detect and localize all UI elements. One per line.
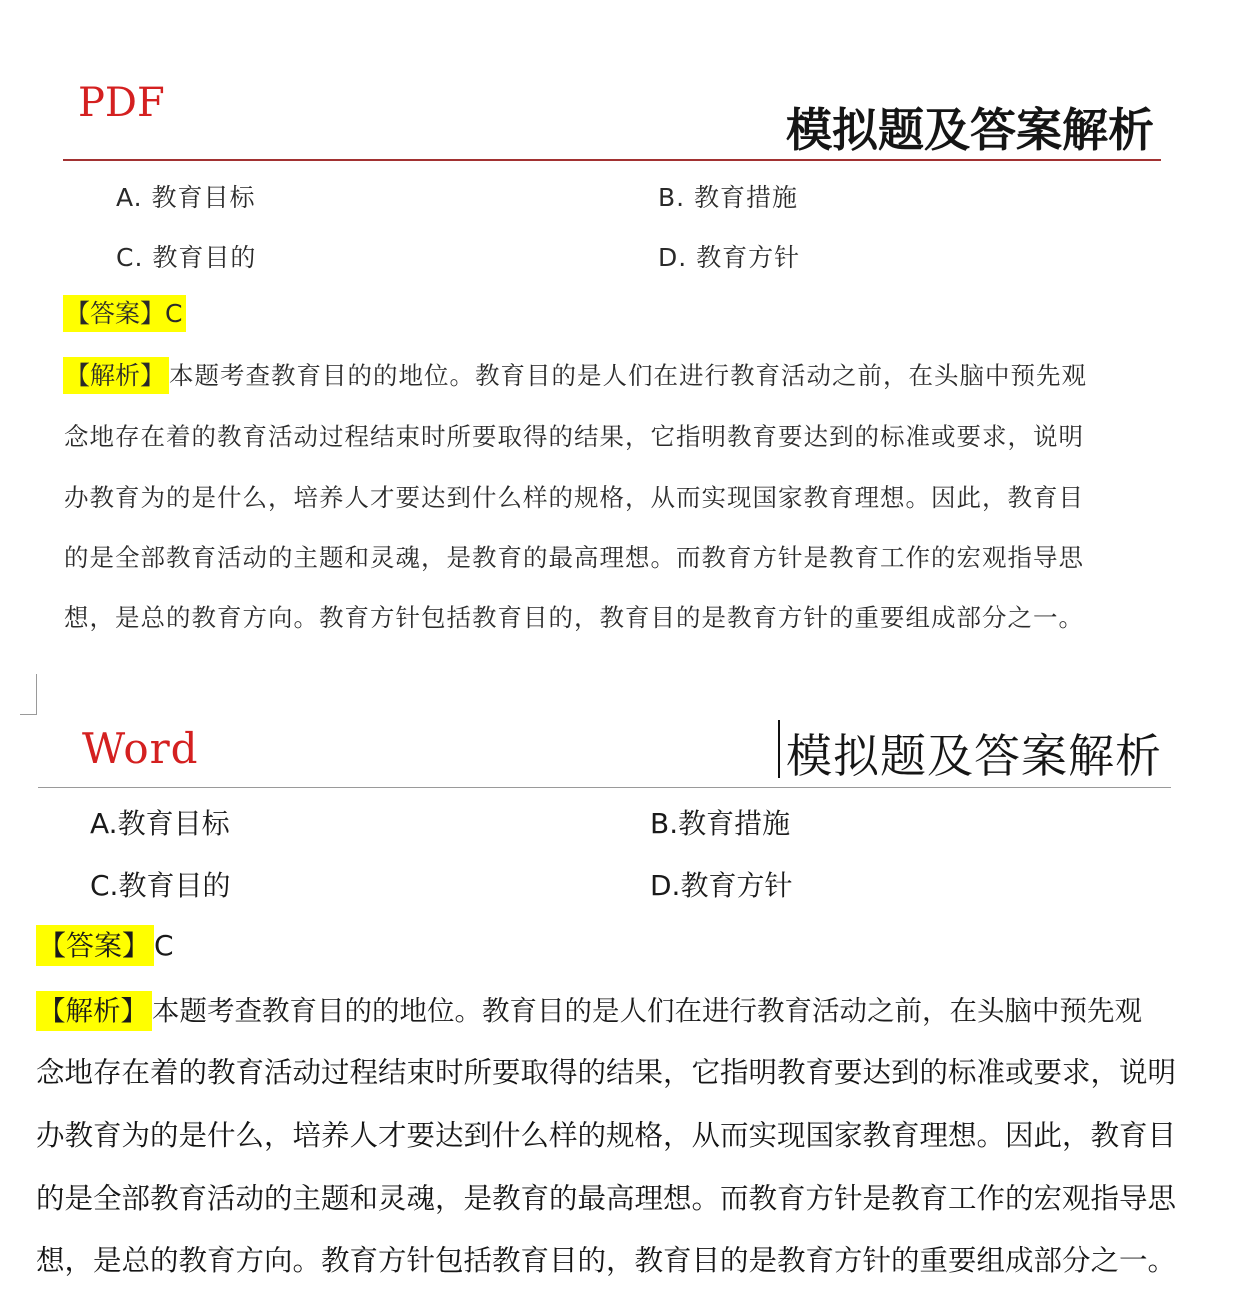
word-option-a: A.教育目标	[90, 807, 230, 840]
pdf-analysis-line-4: 的是全部教育活动的主题和灵魂，是教育的最高理想。而教育方针是教育工作的宏观指导思	[64, 543, 1084, 572]
pdf-analysis-line-2: 念地存在着的教育活动过程结束时所要取得的结果，它指明教育要达到的标准或要求，说明	[64, 422, 1084, 451]
word-analysis-line-5: 想，是总的教育方向。教育方针包括教育目的，教育目的是教育方针的重要组成部分之一。	[36, 1244, 1177, 1277]
pdf-analysis-line-1: 本题考查教育目的的地位。教育目的是人们在进行教育活动之前，在头脑中预先观	[169, 361, 1088, 390]
word-answer-value: C	[154, 929, 174, 962]
pdf-document-title: 模拟题及答案解析	[786, 103, 1154, 157]
pdf-tag-label: PDF	[78, 80, 165, 126]
pdf-answer-line	[63, 294, 186, 330]
page-corner-marker	[20, 674, 37, 715]
pdf-analysis-first-line	[63, 356, 1087, 392]
pdf-analysis-line-3: 办教育为的是什么，培养人才要达到什么样的规格，从而实现国家教育理想。因此，教育目	[64, 483, 1084, 512]
pdf-option-b: B. 教育措施	[658, 183, 799, 212]
text-cursor	[778, 720, 780, 778]
word-analysis-line-2: 念地存在着的教育活动过程结束时所要取得的结果，它指明教育要达到的标准或要求，说明	[36, 1056, 1177, 1089]
word-tag-label: Word	[82, 724, 199, 773]
pdf-header-rule	[63, 159, 1161, 161]
pdf-analysis-highlight: 【解析】	[63, 357, 169, 394]
word-rendering-panel	[0, 660, 1234, 1310]
word-header-rule	[38, 787, 1171, 788]
word-analysis-first-line	[36, 988, 1142, 1028]
word-option-c: C.教育目的	[90, 869, 231, 902]
word-option-d: D.教育方针	[650, 869, 793, 902]
word-analysis-highlight: 【解析】	[36, 991, 152, 1031]
word-analysis-line-4: 的是全部教育活动的主题和灵魂，是教育的最高理想。而教育方针是教育工作的宏观指导思	[36, 1182, 1177, 1215]
pdf-analysis-line-5: 想，是总的教育方向。教育方针包括教育目的，教育目的是教育方针的重要组成部分之一。	[64, 603, 1084, 632]
word-analysis-line-3: 办教育为的是什么，培养人才要达到什么样的规格，从而实现国家教育理想。因此，教育目	[36, 1119, 1177, 1152]
word-answer-line	[36, 924, 174, 964]
word-analysis-line-1: 本题考查教育目的的地位。教育目的是人们在进行教育活动之前，在头脑中预先观	[152, 995, 1142, 1027]
pdf-option-d: D. 教育方针	[658, 243, 801, 272]
pdf-option-a: A. 教育目标	[116, 183, 256, 212]
word-option-b: B.教育措施	[650, 807, 791, 840]
word-document-title[interactable]: 模拟题及答案解析	[786, 729, 1162, 783]
pdf-answer-highlight: 【答案】C	[63, 295, 186, 332]
word-answer-highlight: 【答案】	[36, 925, 154, 966]
pdf-option-c: C. 教育目的	[116, 243, 257, 272]
